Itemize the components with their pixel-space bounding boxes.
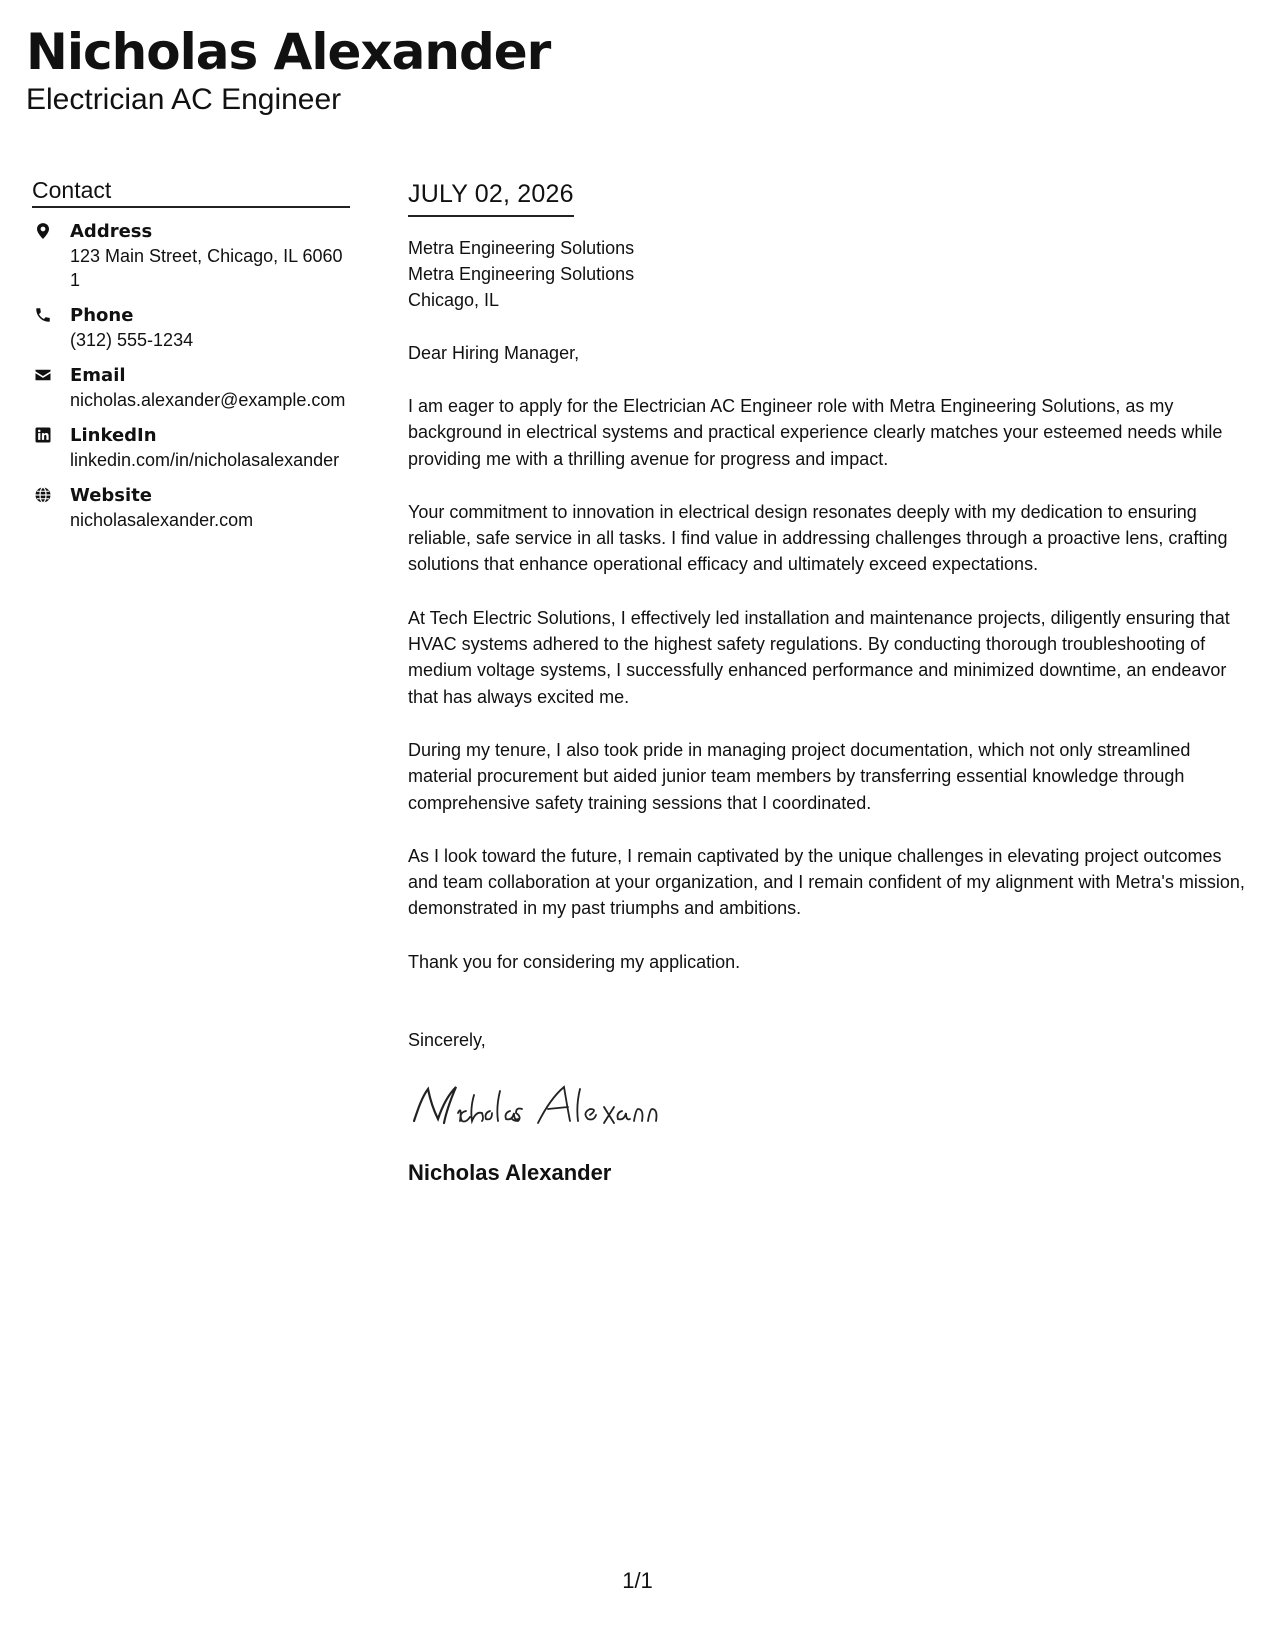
contact-label: Website [70, 485, 153, 506]
envelope-icon [34, 366, 52, 384]
recipient-line: Chicago, IL [408, 290, 500, 310]
page-number: 1/1 [622, 1568, 653, 1593]
contact-label: Phone [70, 305, 134, 326]
recipient-line: Metra Engineering Solutions [408, 238, 635, 258]
job-title: Electrician AC Engineer [26, 83, 342, 116]
contact-linkedin [32, 424, 350, 472]
contact-value: 123 Main Street, Chicago, IL 60601 [70, 246, 343, 290]
letter-body [408, 177, 1248, 1187]
contact-label: Address [70, 221, 153, 242]
greeting: Dear Hiring Manager, [408, 343, 580, 363]
contact-label: Email [70, 365, 126, 386]
contact-phone [32, 304, 350, 352]
letter-paragraph: During my tenure, I also took pride in managing project documentation, which not only streamlined material procurement but aided junior team members by transferring essential knowledge through comprehensive safety training sessions that I coordinated. [408, 739, 1191, 813]
signer-name: Nicholas Alexander [408, 1160, 612, 1186]
contact-label: LinkedIn [70, 425, 157, 446]
contact-address [32, 220, 350, 292]
contact-website [32, 484, 350, 532]
recipient-block [408, 235, 1248, 313]
recipient-line: Metra Engineering Solutions [408, 264, 635, 284]
letter-paragraph: As I look toward the future, I remain captivated by the unique challenges in elevating project outcomes and team collaboration at your organization, and I remain confident of my alignment with Metra's mission, demonstrated in my past triumphs and ambitions. [408, 845, 1245, 919]
contact-heading: Contact [32, 176, 350, 208]
contact-value: nicholasalexander.com [70, 510, 254, 530]
signature [408, 1081, 678, 1131]
contact-value: nicholas.alexander@example.com [70, 390, 346, 410]
contact-sidebar [32, 176, 350, 532]
contact-email [32, 364, 350, 412]
letter-paragraph: Thank you for considering my application. [408, 951, 741, 972]
contact-value: (312) 555-1234 [70, 330, 194, 350]
letter-date: JULY 02, 2026 [408, 177, 574, 217]
phone-icon [34, 306, 52, 324]
globe-icon [34, 486, 52, 504]
signature-mark [408, 1081, 678, 1131]
letter-paragraph: I am eager to apply for the Electrician AC Engineer role with Metra Engineering Solutions, as my background in electrical systems and practical experience clearly matches your esteemed needs while providing me with a thrilling avenue for progress and impact. [408, 396, 1223, 469]
applicant-name: Nicholas Alexander [26, 23, 551, 81]
letter-paragraph: Your commitment to innovation in electrical design resonates deeply with my dedication to ensuring reliable, safe service in all tasks. I find value in addressing challenges through a proactive lens, crafting solutions that enhance operational efficacy and ultimately exceed expectations. [408, 501, 1228, 575]
contact-value: linkedin.com/in/nicholasalexander [70, 450, 340, 470]
letter-paragraph: At Tech Electric Solutions, I effectively led installation and maintenance projects, diligently ensuring that HVAC systems adhered to the highest safety regulations. By conducting thorough troubleshooting of medium voltage systems, I successfully enhanced performance and minimized downtime, an endeavor that has always excited me. [408, 607, 1230, 707]
linkedin-icon [34, 426, 52, 444]
map-pin-icon [34, 222, 52, 240]
header [26, 22, 550, 118]
closing: Sincerely, [408, 1030, 486, 1051]
